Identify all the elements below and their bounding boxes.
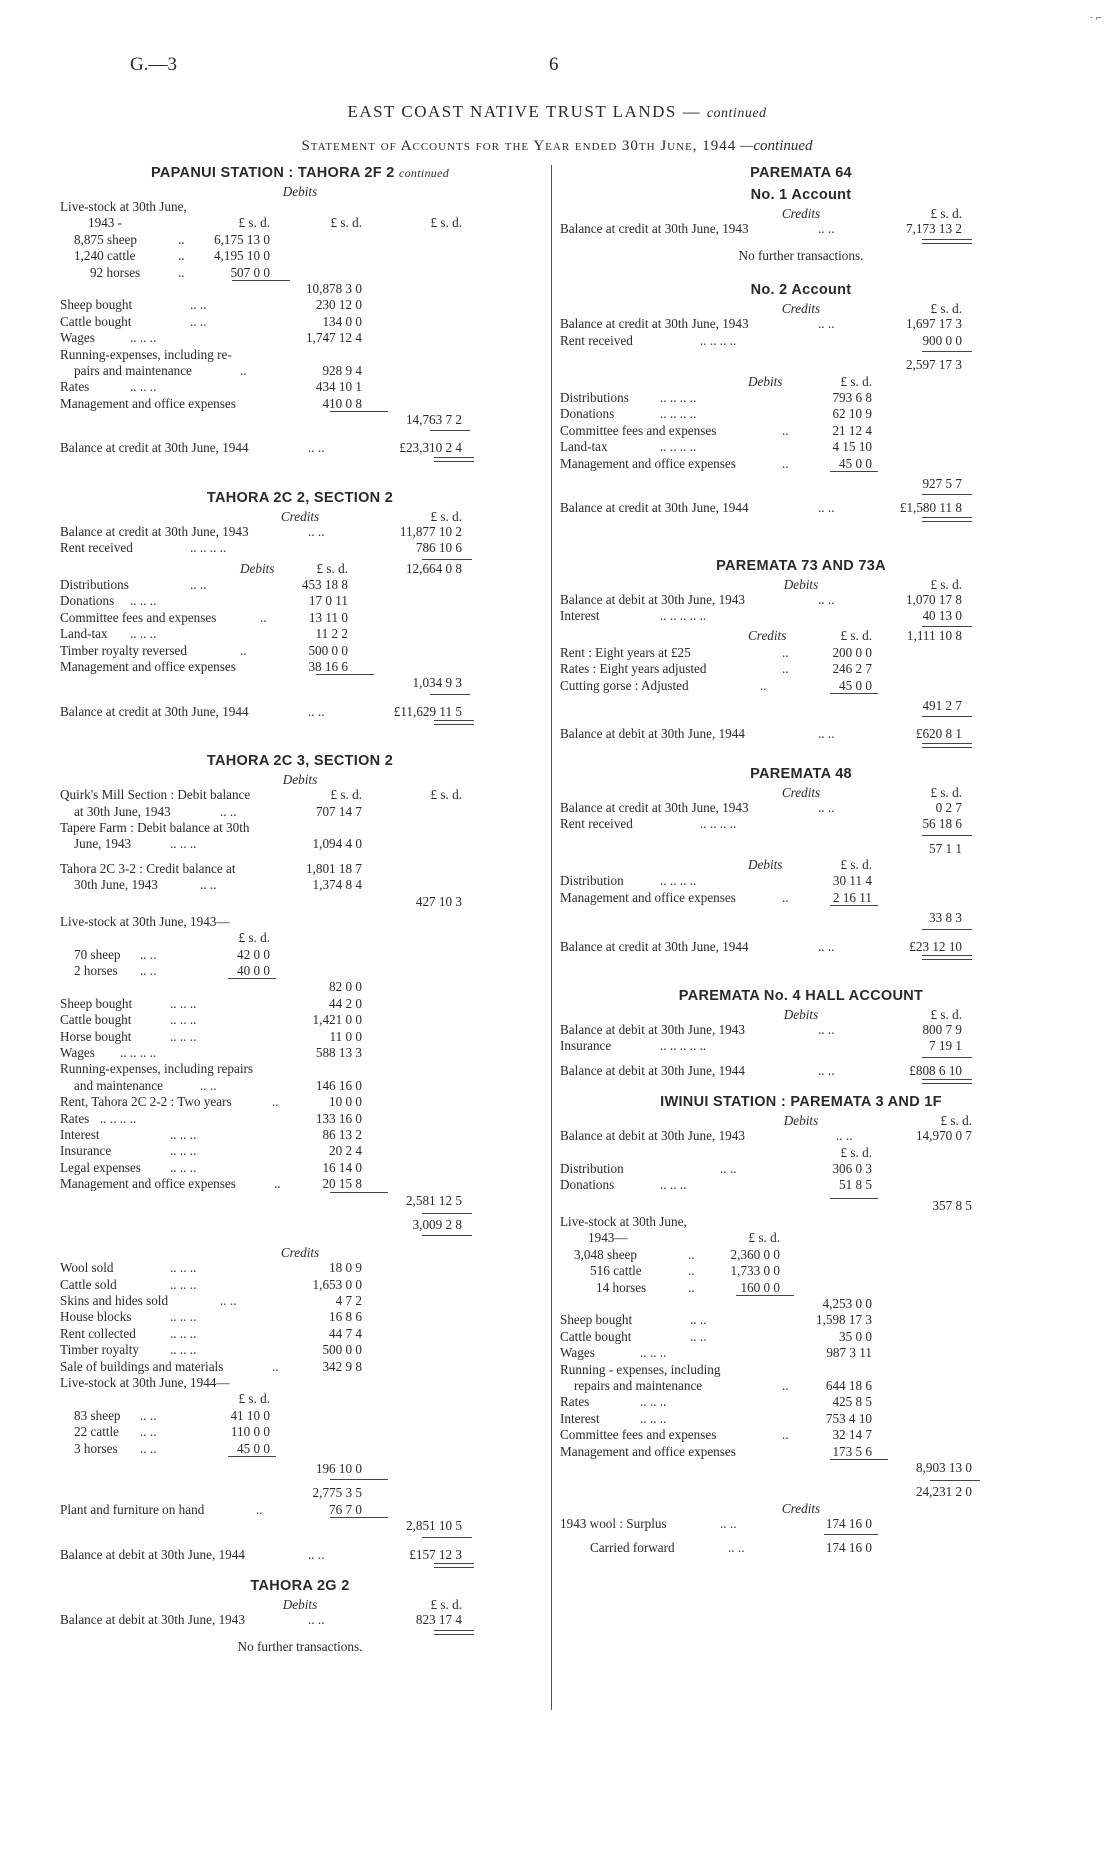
- credits-label: Credits £ s. d.: [280, 508, 462, 524]
- rule: [922, 351, 972, 352]
- subtitle-text: Statement of Accounts for the Year ended 30th June, 1944: [301, 138, 737, 154]
- ledger-row: Interest .. .. .. 86 13 2: [60, 1126, 362, 1142]
- ledger-row: at 30th June, 1943 .. .. 707 14 7: [74, 803, 362, 819]
- ledger-row: Rates .. .. .. .. 133 16 0: [60, 1110, 362, 1126]
- debits-label: Debits £ s. d.: [282, 1596, 462, 1612]
- double-rule: [922, 517, 972, 522]
- document-title: EAST COAST NATIVE TRUST LANDS — continued: [347, 102, 767, 121]
- ledger-row: Distribution .. .. 306 0 3: [560, 1160, 872, 1176]
- ledger-row: Management and office expenses .. 45 0 0: [560, 455, 872, 471]
- ledger-row: Cattle bought .. .. 35 0 0: [560, 1328, 872, 1344]
- ledger-row: Wages .. .. .. 1,747 12 4: [60, 330, 362, 346]
- debits-label: Debits £ s. d.: [783, 576, 962, 592]
- paremata-73-account: [560, 555, 1042, 743]
- rule: [830, 905, 878, 906]
- ledger-total-row: 2,597 17 3: [905, 357, 962, 373]
- currency-header-row: £ s. d.: [840, 1144, 872, 1160]
- ledger-row: 30th June, 1943 .. .. 1,374 8 4: [74, 877, 362, 893]
- ledger-row: 8,875 sheep .. 6,175 13 0: [74, 231, 270, 247]
- ledger-row: Timber royalty .. .. .. 500 0 0: [60, 1342, 362, 1358]
- page-corner-mark: · ⌐: [1089, 12, 1102, 24]
- ledger-row: pairs and maintenance .. 928 9 4: [74, 362, 362, 378]
- ledger-row: Wages .. .. .. 987 3 11: [560, 1345, 872, 1361]
- debits-label: Debits: [282, 772, 318, 788]
- credits-label: Credits £ s. d.: [781, 784, 962, 800]
- ledger-total-row: 24,231 2 0: [915, 1484, 972, 1500]
- ledger-total-row: 491 2 7: [922, 698, 962, 714]
- rule: [422, 559, 472, 560]
- double-rule: [922, 1079, 972, 1084]
- ledger-row: 4,253 0 0: [822, 1296, 872, 1312]
- ledger-row: 427 10 3: [415, 893, 462, 909]
- rule: [922, 494, 972, 495]
- ledger-row: Sheep bought .. .. 1,598 17 3: [560, 1312, 872, 1328]
- left-column: [60, 162, 540, 1658]
- ledger-row: Balance at debit at 30th June, 1943 .. .. 14,970 0 7: [560, 1128, 972, 1144]
- balance-row: Balance at credit at 30th June, 1944 .. .. £23,310 2 4: [60, 440, 462, 456]
- right-column: [560, 162, 1042, 1556]
- ledger-row: Land-tax .. .. .. 11 2 2: [60, 626, 348, 642]
- ledger-row: Balance at debit at 30th June, 1943 .. .. 823 17 4: [60, 1611, 462, 1627]
- ledger-row: Rent received .. .. .. .. 56 18 6: [560, 816, 962, 832]
- rule: [330, 1479, 388, 1480]
- currency-header-row: 1943 - £ s. d. £ s. d. £ s. d.: [88, 215, 462, 231]
- ledger-row: Live-stock at 30th June, 1943—: [60, 913, 230, 929]
- ledger-row: Interest .. .. .. 753 4 10: [560, 1410, 872, 1426]
- ledger-row: Running-expenses, including repairs: [60, 1061, 254, 1077]
- rule: [830, 471, 878, 472]
- ledger-row: Cattle sold .. .. .. 1,653 0 0: [60, 1276, 362, 1292]
- ledger-row: Committee fees and expenses .. 13 11 0: [60, 609, 348, 625]
- ledger-row: Balance at debit at 30th June, 1943 .. .. 800 7 9: [560, 1021, 962, 1037]
- ledger-row: Management and office expenses 173 5 6: [560, 1443, 872, 1459]
- ledger-row: Committee fees and expenses .. 32 14 7: [560, 1427, 872, 1443]
- tahora-2g2-account: [60, 1575, 540, 1658]
- currency-header-row: Debits £ s. d.: [748, 373, 872, 389]
- credits-label: Credits £ s. d.: [781, 301, 962, 317]
- ledger-total-row: 57 1 1: [929, 840, 962, 856]
- ledger-row: Donations .. .. .. 17 0 11: [60, 593, 348, 609]
- ledger-row: 22 cattle .. .. 110 0 0: [74, 1424, 270, 1440]
- ledger-row: Rent collected .. .. .. 44 7 4: [60, 1325, 362, 1341]
- ledger-total-row: 2,851 10 5: [405, 1518, 462, 1534]
- paremata-hall-account: [560, 985, 1042, 1079]
- rule: [922, 716, 972, 717]
- ledger-row: Sheep bought .. .. 230 12 0: [60, 297, 362, 313]
- currency-header-row: Debits £ s. d.: [748, 856, 872, 872]
- ledger-row: Rent, Tahora 2C 2-2 : Two years .. 10 0 0: [60, 1094, 362, 1110]
- ledger-row: Balance at credit at 30th June, 1943 .. .. 1,697 17 3: [560, 316, 962, 332]
- ledger-row: 1,240 cattle .. 4,195 10 0: [74, 248, 270, 264]
- rule: [430, 430, 470, 431]
- rule: [422, 1537, 472, 1538]
- currency-header-row: 1943— £ s. d.: [588, 1230, 780, 1246]
- ledger-row: 3 horses .. .. 45 0 0: [74, 1440, 270, 1456]
- double-rule: [922, 743, 972, 748]
- ledger-row: 2 horses .. .. 40 0 0: [74, 963, 270, 979]
- column-divider: [551, 165, 552, 1710]
- balance-row: Balance at credit at 30th June, 1944 .. .. £11,629 11 5: [60, 703, 462, 719]
- document-subtitle: [0, 138, 1114, 155]
- ledger-row: Donations .. .. .. .. 62 10 9: [560, 406, 872, 422]
- currency-header-row: £ s. d.: [238, 1391, 270, 1407]
- section-heading: PAREMATA 48: [750, 765, 852, 782]
- section-heading: PAREMATA 64: [750, 165, 852, 181]
- tahora-2c2-section2-account: [60, 487, 540, 720]
- ledger-row: Skins and hides sold .. .. 4 7 2: [60, 1293, 362, 1309]
- ledger-row: 1943 wool : Surplus .. .. 174 16 0: [560, 1515, 872, 1531]
- rule: [922, 835, 972, 836]
- ledger-row: Interest .. .. .. .. .. 40 13 0: [560, 608, 962, 624]
- ledger-row: Management and office expenses .. 2 16 11: [560, 889, 872, 905]
- paremata-64-account: [560, 162, 1042, 517]
- section-heading: PAREMATA No. 4 HALL ACCOUNT: [678, 987, 924, 1004]
- ledger-row: Cattle bought .. .. 134 0 0: [60, 313, 362, 329]
- ledger-row: Rates .. .. .. 434 10 1: [60, 379, 362, 395]
- section-heading: TAHORA 2C 3, SECTION 2: [206, 753, 394, 770]
- note-text: No further transactions.: [237, 1639, 363, 1655]
- ledger-row: Horse bought .. .. .. 11 0 0: [60, 1028, 362, 1044]
- currency-header-row: Credits £ s. d. 1,111 10 8: [748, 628, 962, 644]
- iwinui-station-account: [560, 1091, 1042, 1556]
- title-continued: continued: [706, 106, 767, 121]
- ledger-row: Live-stock at 30th June,: [560, 1214, 687, 1230]
- ledger-row: Plant and furniture on hand .. 76 7 0: [60, 1501, 362, 1517]
- ledger-row: Wages .. .. .. .. 588 13 3: [60, 1045, 362, 1061]
- credits-label: Credits: [280, 1245, 320, 1261]
- ledger-row: 10,878 3 0: [305, 280, 362, 296]
- double-rule: [434, 1630, 474, 1635]
- ledger-total-row: 8,903 13 0: [915, 1459, 972, 1475]
- ledger-row: Land-tax .. .. .. .. 4 15 10: [560, 439, 872, 455]
- ledger-row: Donations .. .. .. 51 8 5: [560, 1177, 872, 1193]
- debits-label: Debits £ s. d.: [783, 1113, 972, 1129]
- ledger-row: 14 horses .. 160 0 0: [596, 1279, 780, 1295]
- subsection-heading: No. 1 Account: [750, 187, 852, 203]
- ledger-row: Wool sold .. .. .. 18 0 9: [60, 1260, 362, 1276]
- double-rule: [922, 955, 972, 960]
- rule: [824, 1534, 878, 1535]
- ledger-row: Running - expenses, including: [560, 1361, 721, 1377]
- balance-row: Balance at credit at 30th June, 1944 .. .. £1,580 11 8: [560, 500, 962, 516]
- ledger-row: Sale of buildings and materials .. 342 9 8: [60, 1358, 362, 1374]
- page-reference: G.—3: [130, 54, 177, 75]
- tahora-2c3-section2-account: [60, 750, 540, 1563]
- rule: [922, 626, 972, 627]
- ledger-total-row: 14,763 7 2: [405, 412, 462, 428]
- subtitle-continued: —continued: [740, 138, 813, 154]
- ledger-row: 196 10 0: [315, 1461, 362, 1476]
- ledger-row: Live-stock at 30th June, 1944—: [60, 1375, 230, 1391]
- ledger-row: Rent : Eight years at £25 .. 200 0 0: [560, 644, 872, 660]
- ledger-row: Quirk's Mill Section : Debit balance £ s. d. £ s. d.: [60, 787, 462, 803]
- ledger-row: Management and office expenses .. 20 15 8: [60, 1176, 362, 1192]
- ledger-row: Distribution .. .. .. .. 30 11 4: [560, 873, 872, 889]
- rule: [922, 1057, 972, 1058]
- double-rule: [922, 239, 972, 244]
- section-heading: IWINUI STATION : PAREMATA 3 AND 1F: [660, 1094, 942, 1111]
- ledger-row: repairs and maintenance .. 644 18 6: [574, 1377, 872, 1393]
- section-heading: TAHORA 2G 2: [250, 1577, 350, 1594]
- ledger-row: 92 horses .. 507 0 0: [90, 264, 270, 280]
- double-rule: [434, 720, 474, 725]
- note-text: No further transactions.: [738, 248, 864, 264]
- ledger-total-row: 3,009 2 8: [412, 1216, 462, 1232]
- rule: [930, 1480, 980, 1481]
- currency-header-row: £ s. d.: [238, 930, 270, 946]
- balance-row: Balance at credit at 30th June, 1944 .. .. £23 12 10: [560, 938, 962, 954]
- ledger-row: Management and office expenses 410 0 8: [60, 395, 362, 411]
- section-heading: TAHORA 2C 2, SECTION 2: [206, 489, 394, 506]
- ledger-row: Tapere Farm : Debit balance at 30th: [60, 819, 250, 835]
- section-heading: PAPANUI STATION : TAHORA 2F 2 continued: [150, 165, 450, 181]
- rule: [422, 1213, 472, 1214]
- rule: [830, 693, 878, 694]
- ledger-total-row: 1,034 9 3: [412, 675, 462, 691]
- page-number: 6: [549, 54, 559, 75]
- ledger-row: 3,048 sheep .. 2,360 0 0: [574, 1246, 780, 1262]
- ledger-row: Insurance .. .. .. 20 2 4: [60, 1143, 362, 1159]
- ledger-row: Balance at credit at 30th June, 1943 .. .. 7,173 13 2: [560, 221, 962, 236]
- ledger-total-row: 357 8 5: [932, 1197, 972, 1213]
- balance-row: Balance at debit at 30th June, 1944 .. .. £620 8 1: [560, 726, 962, 742]
- rule: [422, 1235, 472, 1236]
- carried-forward-row: Carried forward .. .. 174 16 0: [590, 1540, 872, 1556]
- double-rule: [434, 1563, 474, 1568]
- ledger-row: Tahora 2C 3-2 : Credit balance at 1,801 18 7: [60, 860, 362, 876]
- text-row: Live-stock at 30th June,: [60, 199, 187, 214]
- ledger-row: 83 sheep .. .. 41 10 0: [74, 1407, 270, 1423]
- ledger-row: 516 cattle .. 1,733 0 0: [590, 1263, 780, 1279]
- ledger-row: June, 1943 .. .. .. 1,094 4 0: [74, 836, 362, 852]
- balance-row: Balance at debit at 30th June, 1944 .. .. £157 12 3: [60, 1546, 462, 1562]
- ledger-row: Rates .. .. .. 425 8 5: [560, 1394, 872, 1410]
- double-rule: [434, 457, 474, 462]
- ledger-row: Distributions .. .. 453 18 8: [60, 577, 348, 593]
- debits-label: Debits: [282, 184, 318, 199]
- ledger-total-row: 927 5 7: [922, 475, 962, 491]
- ledger-row: Balance at debit at 30th June, 1943 .. .. 1,070 17 8: [560, 591, 962, 607]
- ledger-row: House blocks .. .. .. 16 8 6: [60, 1309, 362, 1325]
- ledger-row: Cattle bought .. .. .. 1,421 0 0: [60, 1012, 362, 1028]
- rule: [228, 1456, 276, 1457]
- ledger-row: Rates : Eight years adjusted .. 246 2 7: [560, 661, 872, 677]
- credits-label: Credits: [781, 1500, 821, 1516]
- ledger-total-row: 33 8 3: [929, 910, 962, 926]
- title-text: EAST COAST NATIVE TRUST LANDS: [347, 102, 677, 121]
- ledger-row: Rent received .. .. .. .. 900 0 0: [560, 332, 962, 348]
- ledger-total-row: 2,581 12 5: [405, 1192, 462, 1208]
- rule: [922, 929, 972, 930]
- rule: [430, 694, 470, 695]
- ledger-row: Sheep bought .. .. .. 44 2 0: [60, 995, 362, 1011]
- ledger-row: Committee fees and expenses .. 21 12 4: [560, 422, 872, 438]
- ledger-row: Running-expenses, including re-: [60, 346, 232, 362]
- ledger-row: 82 0 0: [329, 979, 362, 995]
- paremata-48-account: [560, 763, 1042, 955]
- ledger-row: Timber royalty reversed .. 500 0 0: [60, 642, 348, 658]
- papanui-station-account: [60, 162, 540, 457]
- section-heading: PAREMATA 73 AND 73A: [716, 557, 886, 574]
- ledger-row: Distributions .. .. .. .. 793 6 8: [560, 389, 872, 405]
- ledger-row: Balance at credit at 30th June, 1943 .. .. 0 2 7: [560, 799, 962, 815]
- ledger-row: and maintenance .. .. 146 16 0: [74, 1077, 362, 1093]
- currency-header-row: Debits £ s. d. 12,664 0 8: [240, 560, 462, 576]
- ledger-row: Legal expenses .. .. .. 16 14 0: [60, 1159, 362, 1175]
- ledger-row: Insurance .. .. .. .. .. 7 19 1: [560, 1038, 962, 1054]
- ledger-row: Cutting gorse : Adjusted .. 45 0 0: [560, 677, 872, 693]
- ledger-row: Rent received .. .. .. .. 786 10 6: [60, 540, 462, 556]
- subsection-heading: No. 2 Account: [750, 282, 852, 299]
- debits-label: Debits £ s. d.: [783, 1006, 962, 1022]
- ledger-row: Balance at credit at 30th June, 1943 .. .. 11,877 10 2: [60, 523, 462, 539]
- ledger-row: 2,775 3 5: [312, 1485, 362, 1501]
- credits-label: Credits £ s. d.: [781, 206, 962, 221]
- ledger-row: 70 sheep .. .. 42 0 0: [74, 946, 270, 962]
- balance-row: Balance at debit at 30th June, 1944 .. .. £808 6 10: [560, 1062, 962, 1078]
- ledger-row: Management and office expenses 38 16 6: [60, 658, 348, 674]
